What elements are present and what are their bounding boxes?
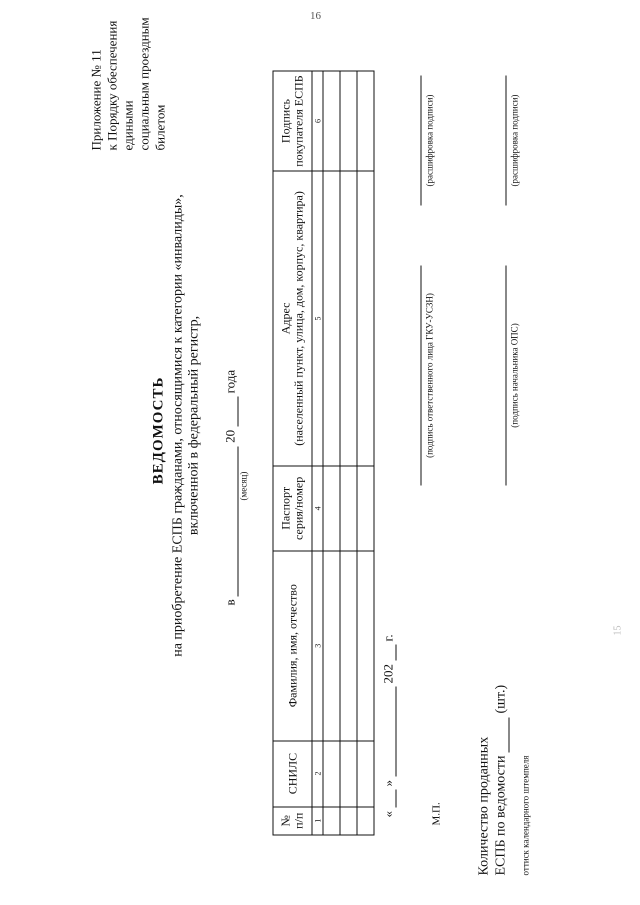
header-full-name [273,550,312,740]
header-full-name-label: Фамилия, имя, отчество [284,583,299,707]
date-quote-open: « [380,810,395,817]
sold-quantity-label: ЕСПБ по ведомости [493,755,508,875]
quantity-unit: (шт.) [493,684,508,714]
table-cell[interactable] [340,550,357,740]
table-cell[interactable] [340,806,357,834]
period-suffix: года [222,369,237,393]
table-row [357,71,374,835]
header-snils-label: СНИЛС [284,752,299,794]
table-cell[interactable] [340,171,357,466]
table-cell[interactable] [323,465,340,550]
sold-quantity-line2 [492,684,509,875]
header-passport-line2: серия/номер [291,476,305,540]
year-blank [225,396,238,426]
header-number-line2: п/п [291,812,305,829]
responsible-decoding-caption: (расшифровка подписи) [420,75,434,205]
chief-decoding [505,75,519,205]
table-cell[interactable] [357,71,374,171]
document-title: ВЕДОМОСТЬ [150,376,166,484]
table-cell[interactable] [357,171,374,466]
table-cell[interactable] [323,71,340,171]
header-number-line1: № [278,814,292,827]
date-suffix: г. [380,633,395,641]
chief-signature [505,265,519,485]
table-cell[interactable] [357,550,374,740]
table-cell[interactable] [323,740,340,806]
table-cell[interactable] [323,550,340,740]
header-passport-line1: Паспорт [278,486,292,530]
col-number-4: 4 [312,465,323,550]
table-row [323,71,340,835]
period-prefix: в [222,598,237,605]
table-cell[interactable] [323,171,340,466]
responsible-decoding [420,75,434,205]
subtitle-line-1: на приобретение ЕСПБ гражданами, относящимися к категории «инвалиды», [170,193,185,657]
month-caption: (месяц) [238,471,248,500]
table-cell[interactable] [340,71,357,171]
period-line [222,205,238,605]
month-blank-2 [383,686,396,776]
year-blank-2 [383,644,396,660]
table-row [340,71,357,835]
date-year: 202 [380,663,395,683]
faint-mark: 15 [612,625,623,635]
header-signature-line2: покупателя ЕСПБ [291,74,305,167]
col-number-5: 5 [312,171,323,466]
table-cell[interactable] [357,806,374,834]
register-table [272,70,374,835]
date-line [380,634,396,817]
subtitle-line-2: включенной в федеральный регистр, [186,315,201,535]
table-header-row [273,71,312,835]
appendix-line-3: социальным проездным билетом [136,16,167,150]
table-cell[interactable] [323,806,340,834]
responsible-signature [420,265,434,485]
table-cell[interactable] [357,465,374,550]
period-year-prefix: 20 [222,429,237,443]
header-number [273,806,312,834]
sold-quantity-line1: Количество проданных [476,736,491,875]
seal-place: М.П. [430,801,442,825]
col-number-2: 2 [312,740,323,806]
sold-quantity [475,684,509,875]
header-address-line2: (населенный пункт, улица, дом, корпус, квартира) [291,190,305,446]
page-number: 16 [310,10,321,22]
day-blank [383,789,396,807]
month-blank [225,446,238,596]
header-snils [273,740,312,806]
quantity-blank[interactable] [496,717,509,752]
appendix-line-2: к Порядку обеспечения едиными [104,20,135,150]
header-address [273,171,312,466]
chief-signature-caption: (подпись начальника ОПС) [505,265,519,485]
header-passport [273,465,312,550]
chief-decoding-caption: (расшифровка подписи) [505,75,519,205]
table-cell[interactable] [357,740,374,806]
header-signature-line1: Подпись [278,98,292,143]
col-number-1: 1 [312,806,323,834]
date-quote-close: » [380,779,395,786]
responsible-signature-caption: (подпись ответственного лица ГКУ-УСЗН) [420,265,434,485]
appendix-line-1: Приложение № 11 [88,48,103,150]
document-subtitle [170,115,202,735]
table-cell[interactable] [340,465,357,550]
appendix-note [88,0,168,150]
table-number-row [312,71,323,835]
table-cell[interactable] [340,740,357,806]
col-number-6: 6 [312,71,323,171]
header-signature [273,71,312,171]
stamp-caption: оттиск календарного штемпеля [520,755,530,875]
col-number-3: 3 [312,550,323,740]
header-address-line1: Адрес [278,302,292,334]
